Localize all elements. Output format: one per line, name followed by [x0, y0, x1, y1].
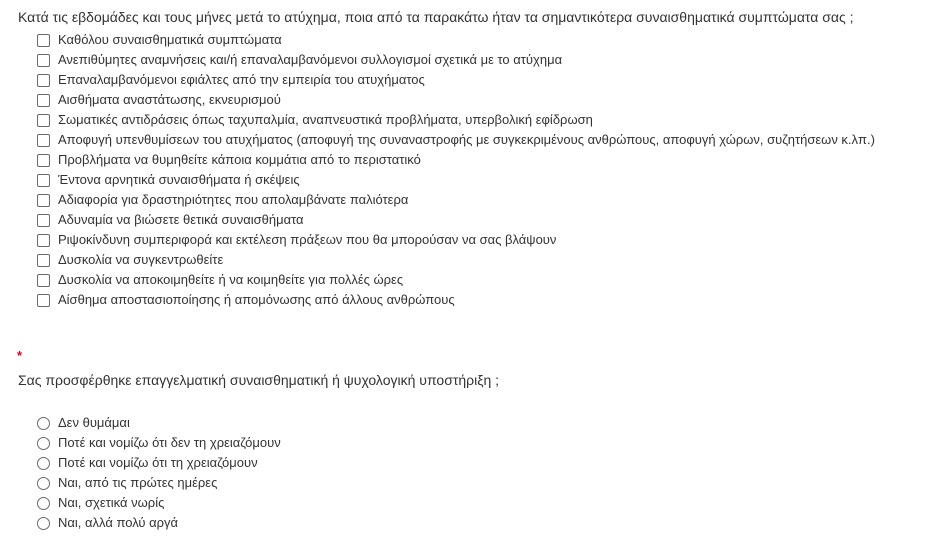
checkbox[interactable] — [37, 114, 50, 127]
option-label: Ανεπιθύμητες αναμνήσεις και/ή επαναλαμβανόμενοι συλλογισμοί σχετικά με το ατύχημα — [58, 52, 563, 67]
support-option[interactable] — [37, 513, 281, 533]
symptom-option[interactable] — [37, 150, 875, 170]
radio-button[interactable] — [37, 417, 50, 430]
option-label: Ναι, από τις πρώτες ημέρες — [58, 475, 218, 490]
option-label: Ναι, αλλά πολύ αργά — [58, 515, 179, 530]
radio-button[interactable] — [37, 457, 50, 470]
option-label: Δεν θυμάμαι — [58, 415, 130, 430]
checkbox[interactable] — [37, 134, 50, 147]
checkbox[interactable] — [37, 34, 50, 47]
option-label: Αδιαφορία για δραστηριότητες που απολαμβάνατε παλιότερα — [58, 192, 409, 207]
symptom-option[interactable] — [37, 90, 875, 110]
radio-button[interactable] — [37, 437, 50, 450]
symptom-option[interactable] — [37, 50, 875, 70]
symptom-option[interactable] — [37, 210, 875, 230]
option-label: Επαναλαμβανόμενοι εφιάλτες από την εμπειρία του ατυχήματος — [58, 72, 425, 87]
checkbox[interactable] — [37, 194, 50, 207]
support-radio-group — [37, 413, 281, 533]
support-option[interactable] — [37, 433, 281, 453]
checkbox[interactable] — [37, 254, 50, 267]
question1-title: Κατά τις εβδομάδες και τους μήνες μετά το ατύχημα, ποια από τα παρακάτω ήταν τα σημαντικότερα συναισθηματικά συμπτώματα σας ; — [18, 9, 854, 25]
option-label: Καθόλου συναισθηματικά συμπτώματα — [58, 32, 282, 47]
checkbox[interactable] — [37, 294, 50, 307]
symptom-option[interactable] — [37, 250, 875, 270]
checkbox[interactable] — [37, 74, 50, 87]
option-label: Ποτέ και νομίζω ότι δεν τη χρειαζόμουν — [58, 435, 281, 450]
support-option[interactable] — [37, 453, 281, 473]
symptom-option[interactable] — [37, 110, 875, 130]
symptom-option[interactable] — [37, 170, 875, 190]
radio-button[interactable] — [37, 517, 50, 530]
symptom-option[interactable] — [37, 230, 875, 250]
question2-title: Σας προσφέρθηκε επαγγελματική συναισθηματική ή ψυχολογική υποστήριξη ; — [18, 372, 500, 388]
symptom-option[interactable] — [37, 190, 875, 210]
checkbox[interactable] — [37, 234, 50, 247]
option-label: Αισθήματα αναστάτωσης, εκνευρισμού — [58, 92, 281, 107]
support-option[interactable] — [37, 473, 281, 493]
option-label: Ριψοκίνδυνη συμπεριφορά και εκτέλεση πράξεων που θα μπορούσαν να σας βλάψουν — [58, 232, 557, 247]
option-label: Αποφυγή υπενθυμίσεων του ατυχήματος (αποφυγή της συναναστροφής με συγκεκριμένους ανθρώπους, αποφυγή χώρων, συζητήσεων κ.λπ.) — [58, 132, 875, 147]
option-label: Προβλήματα να θυμηθείτε κάποια κομμάτια από το περιστατικό — [58, 152, 421, 167]
symptom-option[interactable] — [37, 290, 875, 310]
checkbox[interactable] — [37, 94, 50, 107]
option-label: Δυσκολία να αποκοιμηθείτε ή να κοιμηθείτε για πολλές ώρες — [58, 272, 404, 287]
symptoms-checkbox-list — [37, 30, 875, 310]
option-label: Έντονα αρνητικά συναισθήματα ή σκέψεις — [58, 172, 300, 187]
option-label: Αίσθημα αποστασιοποίησης ή απομόνωσης από άλλους ανθρώπους — [58, 292, 455, 307]
option-label: Ναι, σχετικά νωρίς — [58, 495, 165, 510]
checkbox[interactable] — [37, 174, 50, 187]
symptom-option[interactable] — [37, 270, 875, 290]
checkbox[interactable] — [37, 54, 50, 67]
symptom-option[interactable] — [37, 130, 875, 150]
option-label: Ποτέ και νομίζω ότι τη χρειαζόμουν — [58, 455, 258, 470]
support-option[interactable] — [37, 413, 281, 433]
option-label: Σωματικές αντιδράσεις όπως ταχυπαλμία, αναπνευστικά προβλήματα, υπερβολική εφίδρωση — [58, 112, 593, 127]
checkbox[interactable] — [37, 274, 50, 287]
symptom-option[interactable] — [37, 30, 875, 50]
radio-button[interactable] — [37, 497, 50, 510]
support-option[interactable] — [37, 493, 281, 513]
option-label: Δυσκολία να συγκεντρωθείτε — [58, 252, 224, 267]
checkbox[interactable] — [37, 214, 50, 227]
required-marker: * — [17, 348, 23, 363]
option-label: Αδυναμία να βιώσετε θετικά συναισθήματα — [58, 212, 304, 227]
radio-button[interactable] — [37, 477, 50, 490]
checkbox[interactable] — [37, 154, 50, 167]
symptom-option[interactable] — [37, 70, 875, 90]
